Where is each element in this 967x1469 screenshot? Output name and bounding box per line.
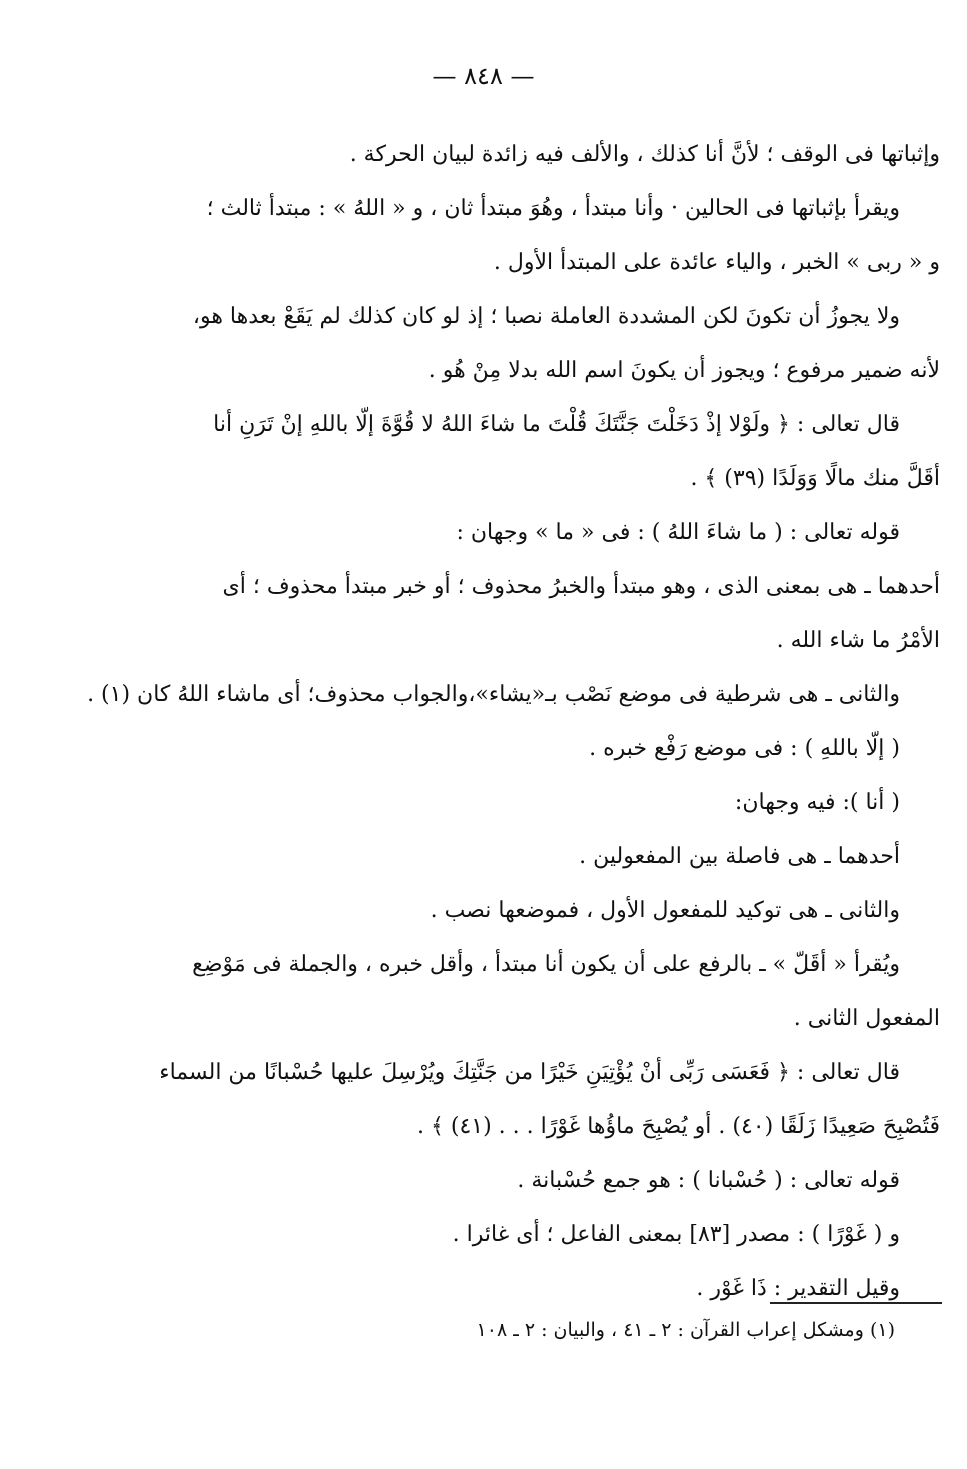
text-line: ويقرأ بإثباتها فى الحالين · وأنا مبتدأ ، وهُوَ مبتدأ ثان ، و « اللهُ » : مبتدأ ثالث ؛ [206,196,900,221]
text-line: والثانى ـ هى توكيد للمفعول الأول ، فموضعها نصب . [430,898,900,923]
text-line: ولا يجوزُ أن تكونَ لكن المشددة العاملة نصبا ؛ إذ لو كان كذلك لم يَقَعْ بعدها هو، [192,304,900,329]
verse-line: قال تعالى : ﴿ فَعَسَى رَبِّى أنْ يُؤْتِيَنِ خَيْرًا من جَنَّتِكَ ويُرْسِلَ عليها حُسْبانًا من السماء [159,1060,900,1085]
text-line: أحدهما ـ هى فاصلة بين المفعولين . [579,844,900,869]
text-line: الأمْرُ ما شاء الله . [776,628,940,653]
text-line: قوله تعالى : ( حُسْبانا ) : هو جمع حُسْبانة . [517,1168,900,1193]
text-line: قوله تعالى : ( ما شاءَ اللهُ ) : فى « ما » وجهان : [456,520,900,545]
verse-line: أقَلَّ منك مالًا وَوَلَدًا (٣٩) ﴾ . [690,466,940,491]
text-line: و ( غَوْرًا ) : مصدر [٨٣] بمعنى الفاعل ؛ أى غائرا . [452,1222,900,1247]
footnote-divider [770,1302,942,1304]
text-line: وقيل التقدير : ذَا غَوْر . [696,1276,900,1301]
text-line: لأنه ضمير مرفوع ؛ ويجوز أن يكونَ اسم الله بدلا مِنْ هُو . [428,358,940,383]
footnote: (١) ومشكل إعراب القرآن : ٢ ـ ٤١ ، والبيان : ٢ ـ ١٠٨ [476,1319,895,1341]
text-line: و « ربى » الخبر ، والياء عائدة على المبتدأ الأول . [493,250,940,275]
text-line: أحدهما ـ هى بمعنى الذى ، وهو مبتدأ والخبرُ محذوف ؛ أو خبر مبتدأ محذوف ؛ أى [222,574,940,599]
text-line: ( أنا ): فيه وجهان: [734,790,900,815]
verse-line: قال تعالى : ﴿ ولَوْلا إذْ دَخَلْتَ جَنَّتَكَ قُلْتَ ما شاءَ اللهُ لا قُوَّةَ إلّا باللهِ إنْ تَرَنِ أنا [213,412,900,437]
text-line: وإثباتها فى الوقف ؛ لأنَّ أنا كذلك ، والألف فيه زائدة لبيان الحركة . [349,142,940,167]
text-line: ( إلّا باللهِ ) : فى موضع رَفْع خبره . [589,736,900,761]
text-line: المفعول الثانى . [793,1006,940,1031]
text-line: ويُقرأ « أقَلّ » ـ بالرفع على أن يكون أنا مبتدأ ، وأقل خبره ، والجملة فى مَوْضِع [192,952,900,977]
text-line: والثانى ـ هى شرطية فى موضع نَصْب بـ«يشاء»،والجواب محذوف؛ أى ماشاء اللهُ كان (١) . [87,682,900,707]
page-number: — ٨٤٨ — [432,62,535,90]
verse-line: فَتُصْبِحَ صَعِيدًا زَلَقًا (٤٠) . أو يُصْبِحَ ماؤُها غَوْرًا . . . (٤١) ﴾ . [416,1114,940,1139]
body-text [87,128,940,1316]
